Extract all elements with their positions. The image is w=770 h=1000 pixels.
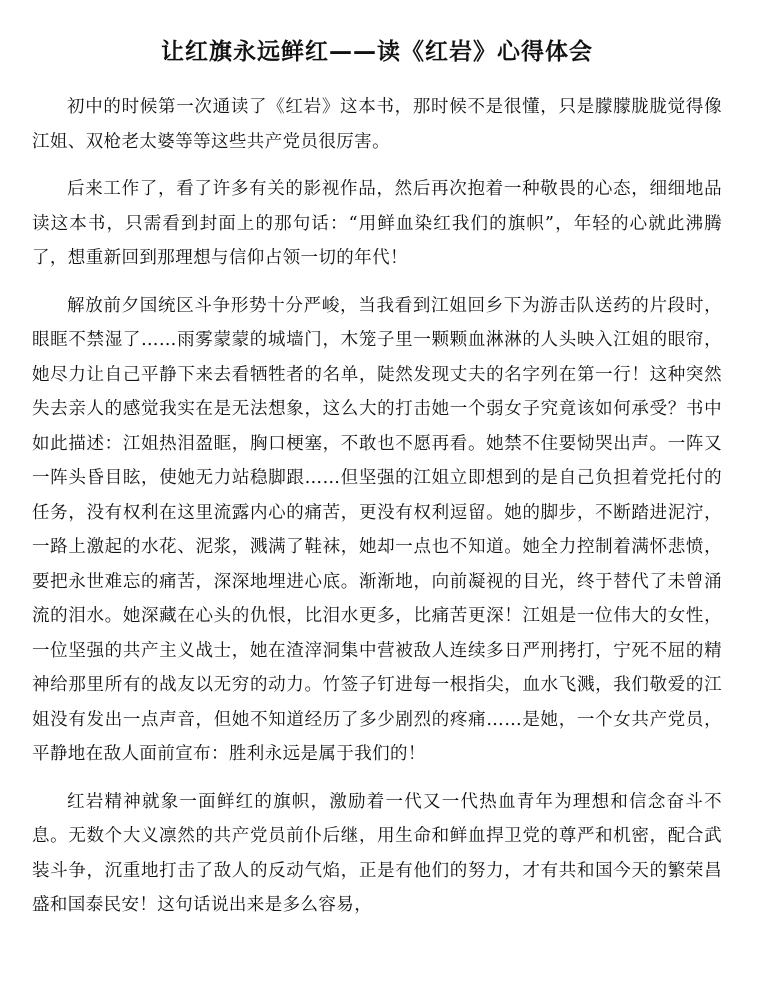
document-title: 让红旗永远鲜红——读《红岩》心得体会 [161, 39, 593, 65]
paragraph-4: 红岩精神就象一面鲜红的旗帜，激励着一代又一代热血青年为理想和信念奋斗不息。无数个大义凛然的共产党员前仆后继，用生命和鲜血捍卫党的尊严和机密，配合武装斗争，沉重地打击了敌人的反动气焰，正是有他们的努力，才有共和国今天的繁荣昌盛和国泰民安！这句话说出来是多么容易， [32, 791, 722, 915]
paragraph-3: 解放前夕国统区斗争形势十分严峻，当我看到江姐回乡下为游击队送药的片段时，眼眶不禁湿了……雨雾蒙蒙的城墙门，木笼子里一颗颗血淋淋的人头映入江姐的眼帘，她尽力让自己平静下来去看牺牲者的名单，陡然发现丈夫的名字列在第一行！这种突然失去亲人的感觉我实在是无法想象，这么大的打击她一个弱女子究竟该如何承受？书中如此描述：江姐热泪盈眶，胸口梗塞，不敢也不愿再看。她禁不住要恸哭出声。一阵又一阵头昏目眩，使她无力站稳脚跟……但坚强的江姐立即想到的是自己负担着党托付的任务，没有权利在这里流露内心的痛苦，更没有权利逗留。她的脚步，不断踏进泥泞，一路上激起的水花、泥浆，溅满了鞋袜，她却一点也不知道。她全力控制着满怀悲愤，要把永世难忘的痛苦，深深地埋进心底。渐渐地，向前凝视的目光，终于替代了未曾涌流的泪水。她深藏在心头的仇恨，比泪水更多，比痛苦更深！江姐是一位伟大的女性，一位坚强的共产主义战士，她在渣滓洞集中营被敌人连续多日严刑拷打，宁死不屈的精神给那里所有的战友以无穷的动力。竹签子钉进每一根指尖，血水飞溅，我们敬爱的江姐没有发出一点声音，但她不知道经历了多少剧烈的疼痛……是她，一个女共产党员，平静地在敌人面前宣布：胜利永远是属于我们的！ [32, 295, 722, 764]
paragraph-1: 初中的时候第一次通读了《红岩》这本书，那时候不是很懂，只是朦朦胧胧觉得像江姐、双枪老太婆等等这些共产党员很厉害。 [32, 97, 722, 152]
document-page [32, 34, 722, 936]
paragraph-2: 后来工作了，看了许多有关的影视作品，然后再次抱着一种敬畏的心态，细细地品读这本书，只需看到封面上的那句话：“用鲜血染红我们的旗帜”，年轻的心就此沸腾了，想重新回到那理想与信仰占领一切的年代！ [32, 179, 722, 268]
